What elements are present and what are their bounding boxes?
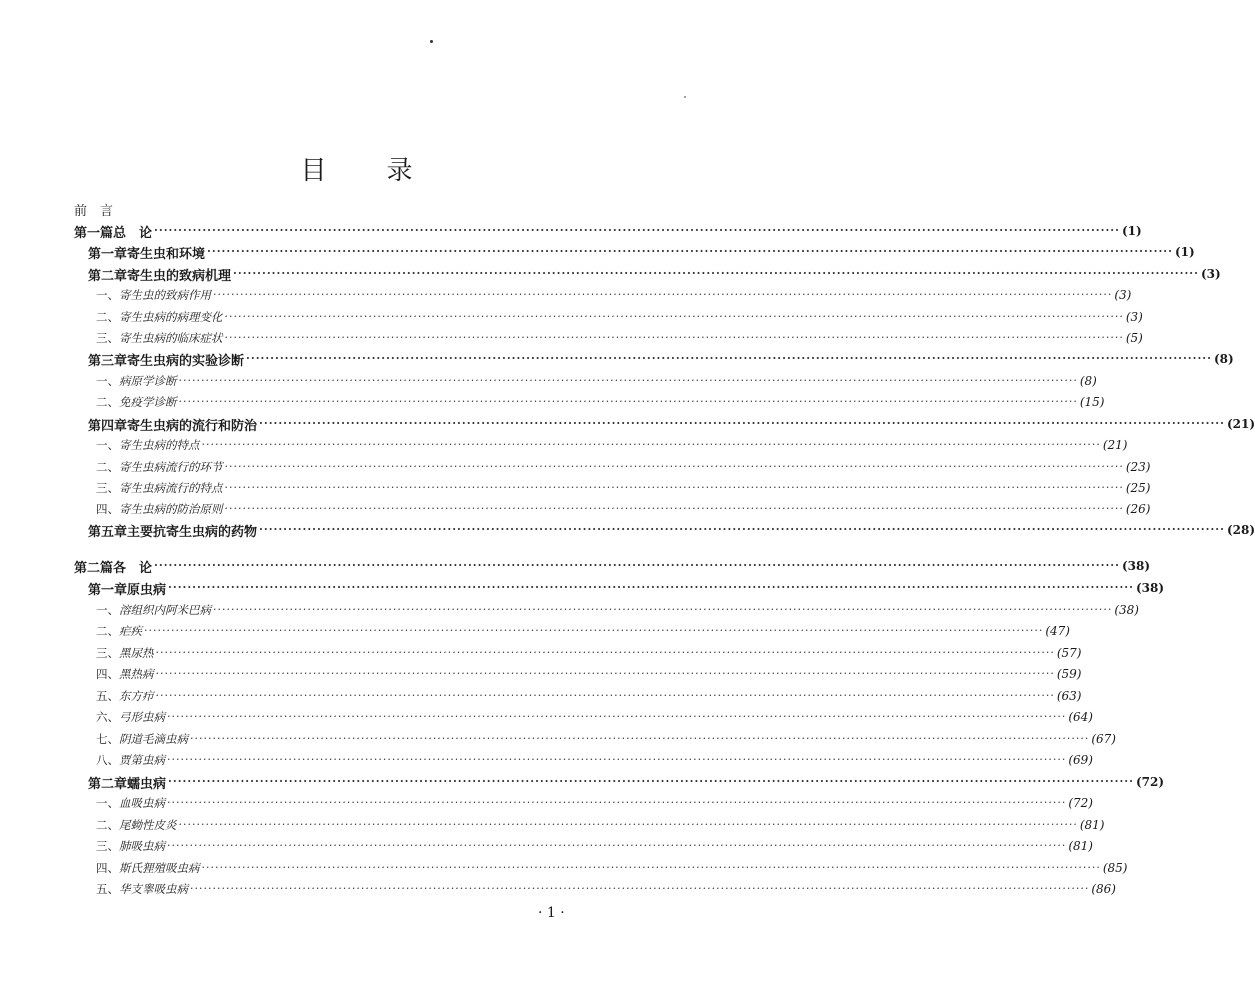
toc-entry-number: 一、 [96, 288, 119, 302]
toc-entry [96, 879, 1116, 899]
toc-entry-page: (38) [1114, 603, 1139, 617]
toc-entry-number: 二、 [96, 395, 119, 409]
toc-leader-dots: ········································································································································································································ [155, 667, 1055, 680]
toc-entry-number: 第二章 [88, 268, 128, 284]
toc-entry-title: 弓形虫病 [119, 710, 165, 724]
page-number: · 1 · [538, 905, 565, 921]
toc-entry [96, 793, 1093, 813]
toc-entry-number: 七、 [96, 732, 119, 746]
toc-leader-dots: ········································································································································································································ [224, 460, 1124, 473]
toc-entry [96, 750, 1093, 770]
toc-entry-number: 第三章 [88, 353, 128, 369]
toc-leader-dots: ········································································································································································································ [190, 732, 1090, 745]
toc-leader-dots: ········································································································································································································ [233, 267, 1199, 280]
toc-entry [96, 858, 1128, 878]
toc-entry-title: 寄生虫病的特点 [119, 438, 200, 452]
toc-entry-number: 五、 [96, 689, 119, 703]
toc-entry-number: 三、 [96, 646, 119, 660]
toc-leader-dots: ········································································································································································································ [201, 861, 1101, 874]
toc-entry-number: 三、 [96, 839, 119, 853]
toc-entry-title: 寄生虫病流行的环节 [119, 460, 223, 474]
toc-leader-dots: ········································································································································································································ [168, 775, 1134, 788]
toc-entry-page: (38) [1121, 559, 1151, 573]
toc-entry-page: (5) [1125, 331, 1143, 345]
toc-entry-number: 二、 [96, 310, 119, 324]
toc-entry-number: 二、 [96, 818, 119, 832]
toc-leader-dots: ········································································································································································································ [167, 753, 1067, 766]
toc-leader-dots: ········································································································································································································ [213, 288, 1113, 301]
toc-entry-page: (8) [1213, 352, 1234, 366]
toc-entry-title: 寄生虫的致病机理 [127, 268, 232, 284]
toc-leader-dots: ········································································································································································································ [167, 839, 1067, 852]
toc-entry-number: 第一篇 [74, 225, 114, 241]
toc-entry [96, 836, 1093, 856]
toc-leader-dots: ········································································································································································································ [259, 417, 1225, 430]
toc-leader-dots: ········································································································································································································ [167, 710, 1067, 723]
toc-entry [96, 307, 1143, 327]
toc-entry-title: 总 论 [113, 225, 153, 241]
toc-entry-title: 寄生虫病的流行和防治 [127, 418, 258, 434]
toc-leader-dots: ········································································································································································································ [224, 331, 1124, 344]
toc-entry-title: 东方疖 [119, 689, 154, 703]
toc-leader-dots: ········································································································································································································ [259, 523, 1225, 536]
toc-entry-page: (63) [1056, 689, 1082, 703]
toc-entry [88, 242, 1195, 262]
toc-entry [74, 556, 1151, 576]
toc-leader-dots: ········································································································································································································ [201, 438, 1101, 451]
toc-entry-title: 病原学诊断 [119, 374, 177, 388]
toc-entry [88, 414, 1255, 434]
toc-entry-title: 各 论 [113, 560, 153, 576]
toc-entry-page: (3) [1114, 288, 1132, 302]
toc-entry [88, 578, 1165, 598]
toc-entry-number: 第一章 [88, 582, 128, 598]
toc-entry-number: 一、 [96, 796, 119, 810]
toc-entry-page: (8) [1079, 374, 1097, 388]
toc-entry-page: (67) [1091, 732, 1116, 746]
toc-leader-dots: ········································································································································································································ [246, 352, 1212, 365]
toc-leader-dots: ········································································································································································································ [207, 245, 1173, 258]
toc-entry-page: (86) [1091, 882, 1116, 896]
toc-entry [96, 499, 1151, 519]
toc-entry-page: (57) [1056, 646, 1082, 660]
toc-entry-page: (69) [1068, 753, 1093, 767]
toc-entry [96, 600, 1139, 620]
toc-entry-title: 寄生虫病的防治原则 [119, 502, 223, 516]
toc-entry-number: 一、 [96, 374, 119, 388]
toc-entry-page: (1) [1121, 224, 1142, 238]
toc-entry [88, 264, 1221, 284]
toc-entry-page: (72) [1135, 775, 1165, 789]
toc-entry-number: 三、 [96, 481, 119, 495]
toc-entry-title: 黑尿热 [119, 646, 154, 660]
toc-entry-title: 寄生虫病的实验诊断 [127, 353, 245, 369]
toc-entry-page: (38) [1135, 581, 1165, 595]
toc-leader-dots: ········································································································································································································ [154, 224, 1120, 237]
toc-entry-number: 五、 [96, 882, 119, 896]
title-char-1: 目 [300, 156, 327, 186]
toc-entry-page: (28) [1226, 523, 1255, 537]
preface-label: 前 言 [74, 203, 114, 219]
toc-entry-page: (3) [1125, 310, 1143, 324]
toc-entry [96, 435, 1128, 455]
title-char-2: 录 [386, 156, 413, 186]
toc-leader-dots: ········································································································································································································ [167, 796, 1067, 809]
toc-entry-page: (47) [1045, 624, 1070, 638]
toc-entry-page: (25) [1125, 481, 1151, 495]
toc-leader-dots: ········································································································································································································ [213, 603, 1113, 616]
toc-entry [96, 729, 1116, 749]
toc-entry [96, 392, 1105, 412]
toc-entry [96, 815, 1105, 835]
toc-entry [96, 371, 1097, 391]
toc-entry-number: 一、 [96, 438, 119, 452]
toc-entry-title: 寄生虫病的临床症状 [119, 331, 223, 345]
toc-entry-page: (81) [1068, 839, 1093, 853]
toc-entry-title: 阴道毛滴虫病 [119, 732, 188, 746]
toc-entry-page: (81) [1079, 818, 1105, 832]
toc-entry-number: 二、 [96, 624, 119, 638]
toc-entry [74, 221, 1142, 241]
toc-leader-dots: ········································································································································································································ [168, 581, 1134, 594]
toc-entry-page: (59) [1056, 667, 1082, 681]
toc-leader-dots: ········································································································································································································ [155, 646, 1055, 659]
toc-entry-title: 寄生虫和环境 [127, 246, 206, 262]
toc-entry-title: 免疫学诊断 [119, 395, 177, 409]
toc-entry-number: 六、 [96, 710, 119, 724]
toc-leader-dots: ········································································································································································································ [224, 481, 1124, 494]
toc-entry-title: 原虫病 [127, 582, 167, 598]
toc-leader-dots: ········································································································································································································ [178, 374, 1078, 387]
toc-entry-title: 溶组织内阿米巴病 [119, 603, 211, 617]
toc-entry-title: 寄生虫病流行的特点 [119, 481, 223, 495]
toc-leader-dots: ········································································································································································································ [224, 502, 1124, 515]
toc-entry-page: (26) [1125, 502, 1151, 516]
toc-entry-page: (3) [1200, 267, 1221, 281]
toc-leader-dots: ········································································································································································································ [178, 818, 1078, 831]
toc-entry-title: 斯氏狸殖吸虫病 [119, 861, 200, 875]
toc-entry [96, 621, 1070, 641]
toc-entry-number: 一、 [96, 603, 119, 617]
toc-entry [88, 349, 1234, 369]
toc-leader-dots: ········································································································································································································ [154, 559, 1120, 572]
toc-entry-title: 寄生虫病的病理变化 [119, 310, 223, 324]
toc-entry [96, 457, 1151, 477]
toc-entry-number: 第二篇 [74, 560, 114, 576]
toc-entry-title: 疟疾 [119, 624, 142, 638]
toc-entry-number: 四、 [96, 502, 119, 516]
toc-entry-number: 第五章 [88, 524, 128, 540]
toc-leader-dots: ········································································································································································································ [224, 310, 1124, 323]
toc-entry [96, 643, 1082, 663]
toc-entry-title: 华支睾吸虫病 [119, 882, 188, 896]
toc-entry-title: 贾第虫病 [119, 753, 165, 767]
toc-entry [96, 664, 1082, 684]
toc-entry-title: 主要抗寄生虫病的药物 [127, 524, 258, 540]
toc-entry-page: (15) [1079, 395, 1105, 409]
toc-entry [96, 707, 1093, 727]
toc-entry-title: 尾蚴性皮炎 [119, 818, 177, 832]
toc-entry-number: 八、 [96, 753, 119, 767]
toc-leader-dots: ········································································································································································································ [190, 882, 1090, 895]
toc-entry-page: (64) [1068, 710, 1093, 724]
toc-entry-number: 四、 [96, 861, 119, 875]
toc-entry-title: 黑热病 [119, 667, 154, 681]
toc-leader-dots: ········································································································································································································ [178, 395, 1078, 408]
toc-entry-page: (1) [1174, 245, 1195, 259]
toc-entry-title: 寄生虫的致病作用 [119, 288, 211, 302]
toc-entry [96, 328, 1143, 348]
toc-entry-number: 第二章 [88, 776, 128, 792]
toc-entry-page: (21) [1226, 417, 1255, 431]
toc-entry-number: 二、 [96, 460, 119, 474]
toc-entry-number: 第四章 [88, 418, 128, 434]
toc-entry-title: 血吸虫病 [119, 796, 165, 810]
toc-entry-page: (72) [1068, 796, 1093, 810]
toc-entry-number: 四、 [96, 667, 119, 681]
toc-entry-number: 第一章 [88, 246, 128, 262]
toc-entry [88, 772, 1165, 792]
toc-entry [88, 520, 1255, 540]
toc-entry [96, 686, 1082, 706]
toc-entry [96, 285, 1132, 305]
toc-entry-title: 肺吸虫病 [119, 839, 165, 853]
toc-entry-page: (85) [1102, 861, 1128, 875]
toc-entry-title: 蠕虫病 [127, 776, 167, 792]
toc-leader-dots: ········································································································································································································ [155, 689, 1055, 702]
toc-entry-page: (23) [1125, 460, 1151, 474]
toc-entry-number: 三、 [96, 331, 119, 345]
toc-entry-page: (21) [1102, 438, 1128, 452]
toc-leader-dots: ········································································································································································································ [144, 624, 1044, 637]
toc-entry [96, 478, 1151, 498]
